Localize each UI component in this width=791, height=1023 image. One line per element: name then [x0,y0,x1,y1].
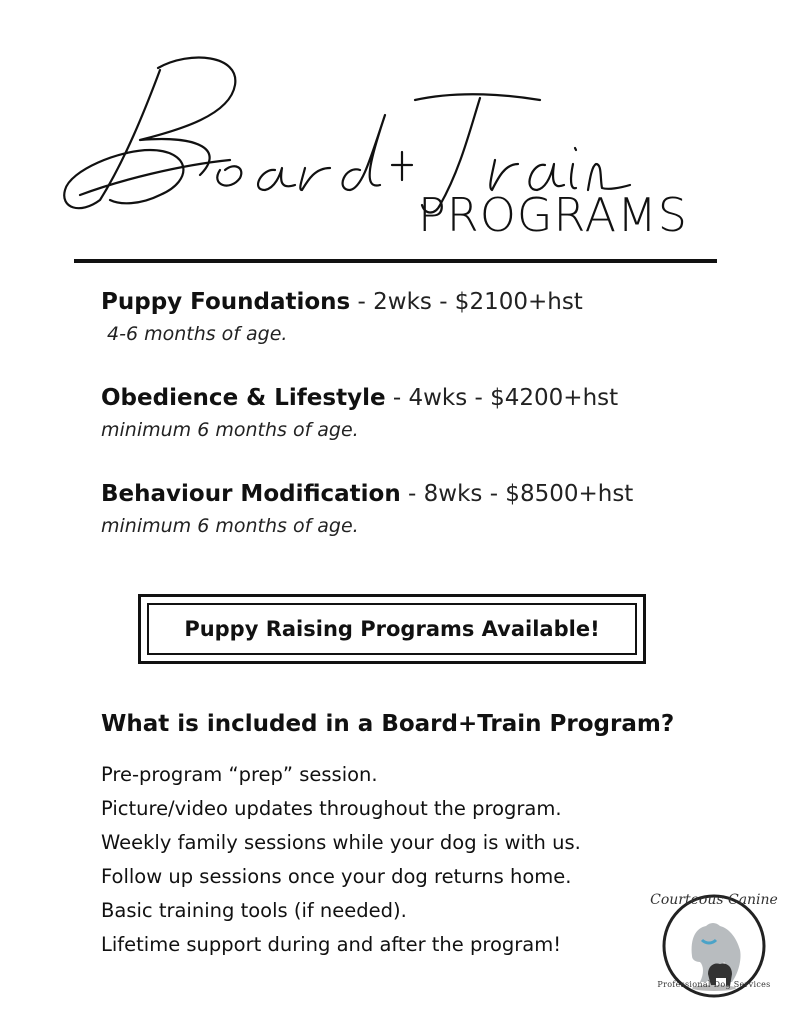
program-behaviour-modification [101,481,633,537]
program-name: Obedience & Lifestyle [101,385,386,411]
list-item: Picture/video updates throughout the program. [101,797,562,820]
program-age-note: minimum 6 months of age. [101,419,359,441]
list-item: Pre-program “prep” session. [101,763,378,786]
courteous-canine-logo [644,878,784,1000]
program-age-note: 4-6 months of age. [107,323,288,345]
logo-name: Courteous Canine [650,892,778,908]
included-heading: What is included in a Board+Train Program? [101,711,675,737]
programs-subtitle: PROGRAMS [418,188,689,242]
program-name: Puppy Foundations [101,289,351,315]
program-details: - 2wks - $2100+hst [350,289,583,315]
list-item: Basic training tools (if needed). [101,899,407,922]
included-list [101,758,581,962]
logo-tagline: Professional Dog Services [657,980,771,989]
list-item: Follow up sessions once your dog returns home. [101,865,572,888]
program-details: - 4wks - $4200+hst [385,385,619,411]
list-item: Weekly family sessions while your dog is with us. [101,831,581,854]
program-details: - 8wks - $8500+hst [400,481,634,507]
header-divider [74,259,717,263]
list-item: Lifetime support during and after the program! [101,933,562,956]
program-obedience-lifestyle [101,385,618,441]
puppy-raising-banner [138,594,646,664]
program-name: Behaviour Modification [101,481,401,507]
program-puppy-foundations [101,289,583,345]
program-age-note: minimum 6 months of age. [101,515,359,537]
banner-text: Puppy Raising Programs Available! [147,603,637,655]
